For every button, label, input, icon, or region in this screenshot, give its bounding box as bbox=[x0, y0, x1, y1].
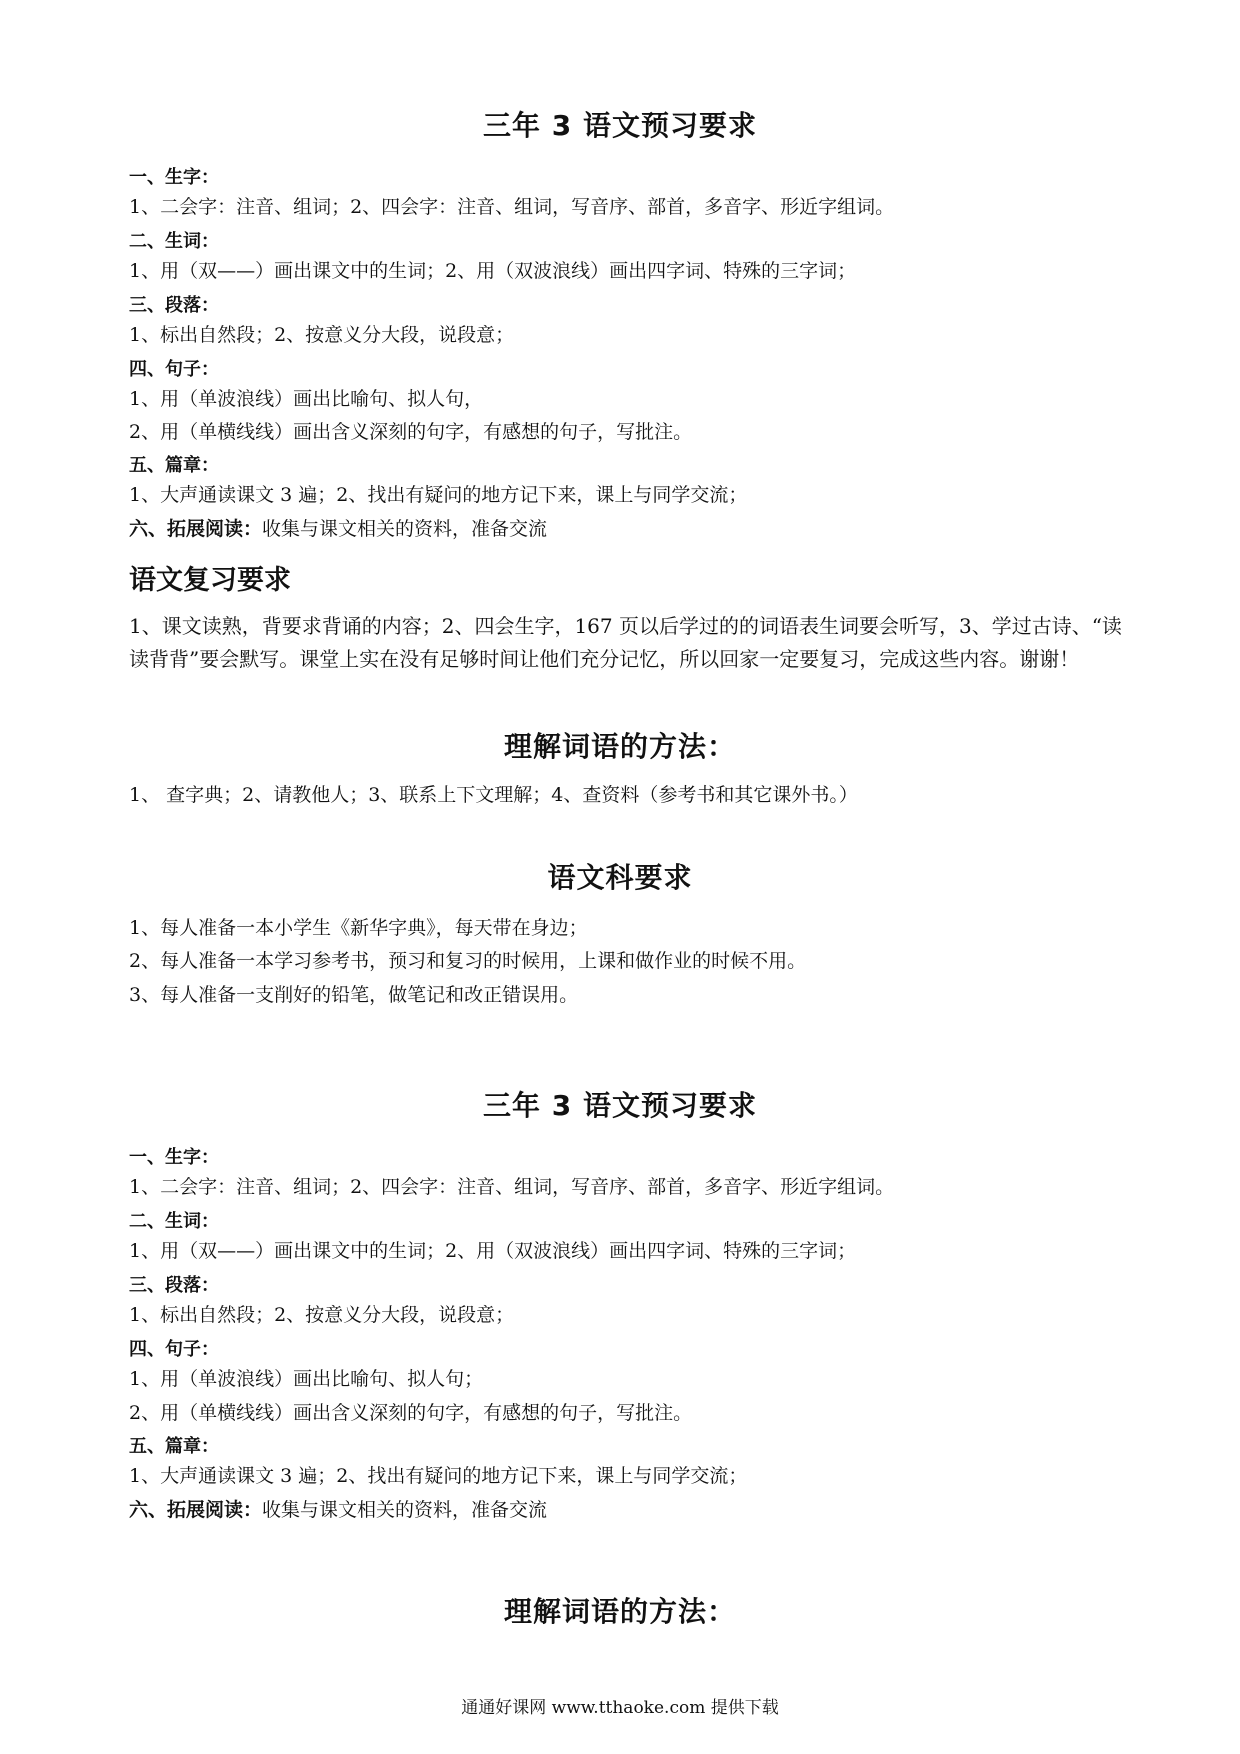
section1-title: 三年 3 语文预习要求 bbox=[483, 109, 757, 142]
methods-body: 1、 查字典；2、请教他人；3、联系上下文理解；4、查资料（参考书和其它课外书。） bbox=[129, 784, 858, 806]
section2-line-text: 1、大声通读课文 3 遍；2、找出有疑问的地方记下来，课上与同学交流； bbox=[129, 1465, 748, 1487]
section1-line-paragraphs: 1、标出自然段；2、按意义分大段，说段意； bbox=[129, 324, 515, 346]
methods-title: 理解词语的方法： bbox=[503, 730, 736, 763]
subject-line-2: 2、每人准备一本学习参考书，预习和复习的时候用，上课和做作业的时候不用。 bbox=[129, 950, 807, 972]
section1-line-extended-reading bbox=[129, 514, 547, 541]
subject-line-3: 3、每人准备一支削好的铅笔，做笔记和改正错误用。 bbox=[129, 984, 579, 1006]
section2-heading-text: 五、篇章： bbox=[129, 1436, 219, 1457]
review-body: 1、课文读熟，背要求背诵的内容；2、四会生字，167 页以后学过的的词语表生词要会听写，3、学过古诗、“读读背背”要会默写。课堂上实在没有足够时间让他们充分记忆，所以回家一定要复习，完成这些内容。谢谢！ bbox=[129, 614, 1122, 671]
section2-line-sentences-2: 2、用（单横线线）画出含义深刻的句字，有感想的句子，写批注。 bbox=[129, 1402, 693, 1424]
subject-line-1: 1、每人准备一本小学生《新华字典》，每天带在身边； bbox=[129, 917, 588, 939]
section1-heading-characters: 一、生字： bbox=[129, 167, 219, 188]
section2-heading-characters: 一、生字： bbox=[129, 1147, 219, 1168]
section1-line-sentences-1: 1、用（单波浪线）画出比喻句、拟人句， bbox=[129, 388, 484, 410]
section1-heading-sentences: 四、句子： bbox=[129, 359, 219, 380]
section2-line-characters: 1、二会字：注音、组词；2、四会字：注音、组词，写音序、部首，多音字、形近字组词。 bbox=[129, 1176, 895, 1198]
section2-line-sentences-1: 1、用（单波浪线）画出比喻句、拟人句； bbox=[129, 1368, 484, 1390]
section1-heading-paragraphs: 三、段落： bbox=[129, 295, 219, 316]
section2-line-extended-reading bbox=[129, 1495, 547, 1522]
methods2-title: 理解词语的方法： bbox=[503, 1595, 736, 1628]
section1-line-characters: 1、二会字：注音、组词；2、四会字：注音、组词，写音序、部首，多音字、形近字组词。 bbox=[129, 196, 895, 218]
section2-heading-sentences: 四、句子： bbox=[129, 1339, 219, 1360]
section1-line-words: 1、用（双——）画出课文中的生词；2、用（双波浪线）画出四字词、特殊的三字词； bbox=[129, 260, 857, 282]
section2-heading-paragraphs: 三、段落： bbox=[129, 1275, 219, 1296]
section1-line-text: 1、大声通读课文 3 遍；2、找出有疑问的地方记下来，课上与同学交流； bbox=[129, 484, 748, 506]
page-footer: 通通好课网 www.tthaoke.com 提供下载 bbox=[461, 1698, 779, 1718]
section2-title: 三年 3 语文预习要求 bbox=[483, 1089, 757, 1122]
section1-heading-words: 二、生词： bbox=[129, 231, 219, 252]
section2-heading-extended-reading: 六、拓展阅读： bbox=[129, 1499, 263, 1521]
section1-extended-reading-text: 收集与课文相关的资料，准备交流 bbox=[262, 518, 548, 540]
section1-line-sentences-2: 2、用（单横线线）画出含义深刻的句字，有感想的句子，写批注。 bbox=[129, 421, 693, 443]
review-title: 语文复习要求 bbox=[129, 565, 291, 596]
subject-title: 语文科要求 bbox=[547, 861, 693, 894]
section2-line-words: 1、用（双——）画出课文中的生词；2、用（双波浪线）画出四字词、特殊的三字词； bbox=[129, 1240, 857, 1262]
section1-heading-text: 五、篇章： bbox=[129, 455, 219, 476]
section1-heading-extended-reading: 六、拓展阅读： bbox=[129, 518, 263, 540]
section2-heading-words: 二、生词： bbox=[129, 1211, 219, 1232]
section2-extended-reading-text: 收集与课文相关的资料，准备交流 bbox=[262, 1499, 548, 1521]
section2-line-paragraphs: 1、标出自然段；2、按意义分大段，说段意； bbox=[129, 1304, 515, 1326]
